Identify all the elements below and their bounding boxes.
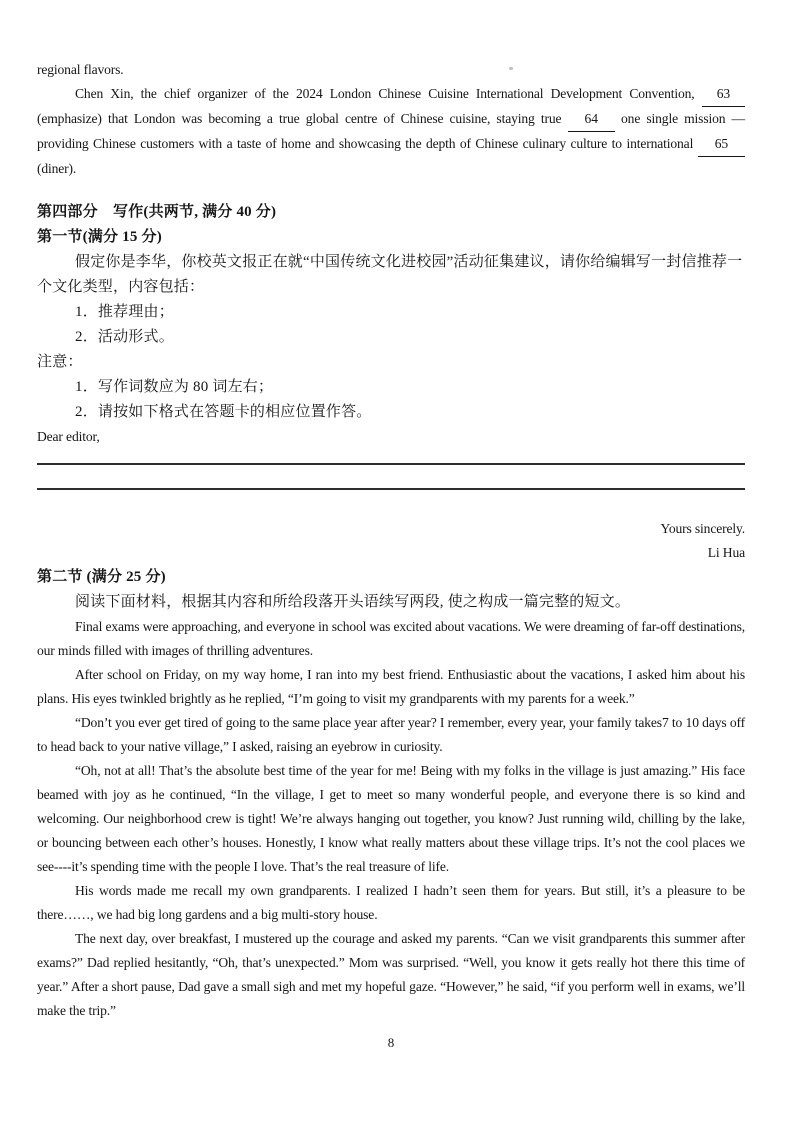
part-2-header: 第二节 (满分 25 分) xyxy=(37,569,166,585)
story-paragraph: Final exams were approaching, and everyone in school was excited about vacations. We were dreaming of far-off destinations, our minds filled with images of thrilling adventures. xyxy=(37,619,745,658)
story-paragraph: His words made me recall my own grandparents. I realized I hadn’t seen them for years. But still, it’s a pleasure to be there……, we had big long gardens and a big multi-story house. xyxy=(37,883,745,922)
cloze-text-1: Chen Xin, the chief organizer of the 2024 London Chinese Cuisine International Development Convention, xyxy=(75,86,695,101)
writing-prompt: 假定你是李华，你校英文报正在就“中国传统文化进校园”活动征集建议，请你给编辑写一封信推荐一个文化类型，内容包括： xyxy=(37,254,743,295)
writing-point-1: 1．推荐理由； xyxy=(75,304,174,320)
note-1: 1．写作词数应为 80 词左右； xyxy=(75,379,274,395)
cloze-text-3: one single mission — providing Chinese customers with a taste of home and showcasing the depth of Chinese culinary culture to international xyxy=(37,111,746,151)
cloze-paragraph xyxy=(37,82,745,181)
notes-label: 注意： xyxy=(37,354,83,370)
letter-closing: Yours sincerely. xyxy=(660,521,745,536)
cloze-intro-tail: regional flavors. xyxy=(37,62,124,77)
cloze-blank-64: 64 xyxy=(568,107,615,132)
cloze-blank-63: 63 xyxy=(702,82,745,107)
scan-artifact-mark xyxy=(509,67,513,70)
cloze-text-4: (diner). xyxy=(37,161,77,176)
cloze-text-2: (emphasize) that London was becoming a true global centre of Chinese cuisine, staying true xyxy=(37,111,562,126)
story-paragraph: After school on Friday, on my way home, I ran into my best friend. Enthusiastic about the vacations, I asked him about his plans. His eyes twinkled brightly as he replied, “I’m going to visit my grandparents with my parents for a week.” xyxy=(37,667,745,706)
section-4-header: 第四部分 写作(共两节, 满分 40 分) xyxy=(37,204,277,220)
writing-point-2: 2．活动形式。 xyxy=(75,329,174,345)
page-number: 8 xyxy=(387,1035,395,1050)
answer-line-1 xyxy=(37,463,745,465)
story-paragraph: The next day, over breakfast, I mustered up the courage and asked my parents. “Can we visit grandparents this summer after exams?” Dad replied hesitantly, “Oh, that’s unexpected.” Mom was surprised. “Well, you know it gets really hot there this time of year.” After a short pause, Dad gave a small sigh and met my hopeful gaze. “However,” he said, “if you perform well in exams, we’ll make the trip.” xyxy=(37,931,745,1018)
part-2-instruction: 阅读下面材料，根据其内容和所给段落开头语续写两段, 使之构成一篇完整的短文。 xyxy=(75,594,631,610)
letter-closing-block xyxy=(37,517,745,565)
story-paragraph: “Oh, not at all! That’s the absolute best time of the year for me! Being with my folks in the village is just amazing.” His face beamed with joy as he continued, “In the village, I get to meet so many wonderful people, and everyone there is so kind and welcoming. Our neighborhood crew is tight! We’re always hanging out together, you know? Just running wild, chilling by the lake, or bouncing between each other’s houses. Honestly, I know what really matters about these village trips. It’s not the cool places we see----it’s spending time with the people I love. That’s the real treasure of life. xyxy=(37,763,745,874)
story-paragraph: “Don’t you ever get tired of going to the same place year after year? I remember, every year, your family takes7 to 10 days off to head back to your native village,” I asked, raising an eyebrow in curiosity. xyxy=(37,715,745,754)
letter-signature: Li Hua xyxy=(707,545,745,560)
answer-line-2 xyxy=(37,488,745,490)
cloze-blank-65: 65 xyxy=(698,132,745,157)
part-1-header: 第一节(满分 15 分) xyxy=(37,229,162,245)
note-2: 2．请按如下格式在答题卡的相应位置作答。 xyxy=(75,404,372,420)
letter-salutation: Dear editor, xyxy=(37,429,100,444)
